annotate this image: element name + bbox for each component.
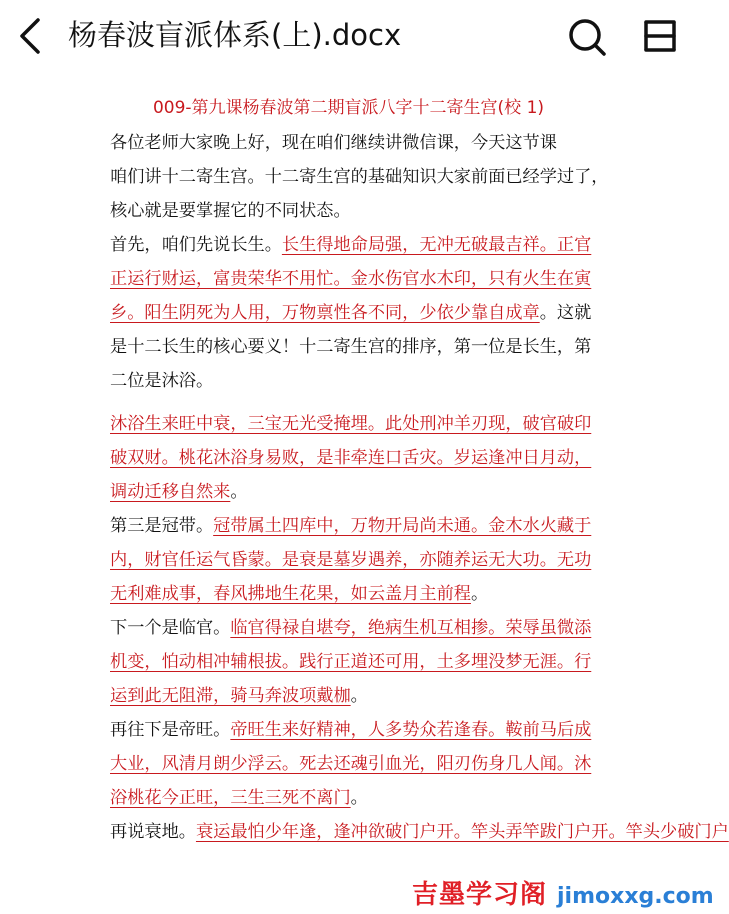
plain-text: 。: [350, 686, 368, 706]
text-line: [110, 513, 591, 539]
underlined-verse: 调动迁移自然来: [110, 482, 231, 502]
underlined-verse: 沐浴生来旺中衰，三宝无光受掩埋。此处刑冲羊刃现，破官破印: [110, 414, 592, 434]
underlined-verse: 正运行财运，富贵荣华不用忙。金水伤官水木印，只有火生在寅: [110, 269, 592, 289]
top-bar: [0, 0, 697, 72]
plain-text: 咱们讲十二寄生宫。十二寄生宫的基础知识大家前面已经学过了，: [110, 167, 609, 187]
text-line: [110, 232, 591, 258]
underlined-verse: 破双财。桃花沐浴身易败，是非牵连口舌灾。岁运逢冲日月动，: [110, 448, 592, 468]
text-line: [110, 266, 591, 292]
text-line: [110, 547, 591, 573]
menu-button[interactable]: [640, 18, 680, 54]
text-line: [110, 819, 729, 845]
text-line: [110, 479, 248, 505]
text-line: [110, 581, 488, 607]
plain-text: 。这就: [539, 303, 592, 323]
underlined-verse: 衰运最怕少年逢，逢冲欲破门户开。竿头弄竿跋门户开。竿头少破门户: [195, 822, 729, 842]
document-heading: 009-第九课杨春波第二期盲派八字十二寄生宫(校 1): [152, 98, 545, 118]
plain-text: 下一个是临官。: [110, 618, 231, 638]
underlined-verse: 冠带属土四库中，万物开局尚未通。金木水火藏于: [213, 516, 592, 536]
plain-text: 。: [230, 482, 248, 502]
underlined-verse: 机变，怕动相冲辅根拔。践行正道还可用，土多埋没梦无涯。行: [110, 652, 592, 672]
plain-text: 各位老师大家晚上好，现在咱们继续讲微信课，今天这节课: [110, 133, 557, 153]
watermark-cn: 吉墨学习阁: [412, 880, 548, 910]
text-line: [110, 198, 351, 224]
text-line: [110, 615, 591, 641]
watermark: [412, 874, 714, 908]
plain-text: 再说衰地。: [110, 822, 196, 842]
plain-text: 首先，咱们先说长生。: [110, 235, 282, 255]
underlined-verse: 临官得禄自堪夸，绝病生机互相掺。荣辱虽微添: [230, 618, 592, 638]
text-line: [110, 368, 213, 394]
underlined-verse: 内，财官任运气昏蒙。是衰是墓岁遇养，亦随养运无大功。无功: [110, 550, 592, 570]
text-line: [110, 445, 591, 471]
text-line: [110, 785, 368, 811]
text-line: [110, 164, 608, 190]
back-button[interactable]: [14, 16, 50, 56]
document-title: 杨春波盲派体系(上).docx: [68, 18, 402, 52]
plain-text: 二位是沐浴。: [110, 371, 214, 391]
search-button[interactable]: [566, 16, 608, 58]
text-line: [110, 300, 591, 326]
underlined-verse: 帝旺生来好精神，人多势众若逢春。鞍前马后成: [230, 720, 592, 740]
underlined-verse: 无利难成事，春风拂地生花果，如云盖月主前程: [110, 584, 471, 604]
underlined-verse: 大业，风清月朗少浮云。死去还魂引血光，阳刃伤身几人闻。沐: [110, 754, 592, 774]
plain-text: 再往下是帝旺。: [110, 720, 231, 740]
underlined-verse: 浴桃花今正旺，三生三死不离门: [110, 788, 351, 808]
menu-icon: [640, 18, 680, 54]
text-line: [110, 334, 591, 360]
search-icon: [566, 16, 608, 58]
plain-text: 。: [470, 584, 489, 604]
plain-text: 第三是冠带。: [110, 516, 214, 536]
text-line: [110, 649, 591, 675]
text-line: [110, 751, 591, 777]
underlined-verse: 运到此无阻滞，骑马奔波项戴枷: [110, 686, 351, 706]
text-line: [110, 717, 591, 743]
text-line: [110, 411, 591, 437]
text-line: [110, 130, 557, 156]
back-arrow-icon: [14, 16, 50, 56]
underlined-verse: 乡。阳生阴死为人用，万物禀性各不同，少依少靠自成章: [110, 303, 540, 323]
plain-text: 是十二长生的核心要义！十二寄生宫的排序，第一位是长生，第: [110, 337, 592, 357]
plain-text: 核心就是要掌握它的不同状态。: [110, 201, 351, 221]
underlined-verse: 长生得地命局强，无冲无破最吉祥。正官: [281, 235, 592, 255]
text-line: [110, 683, 368, 709]
watermark-en: jimoxxg.com: [557, 884, 714, 909]
plain-text: 。: [350, 788, 368, 808]
